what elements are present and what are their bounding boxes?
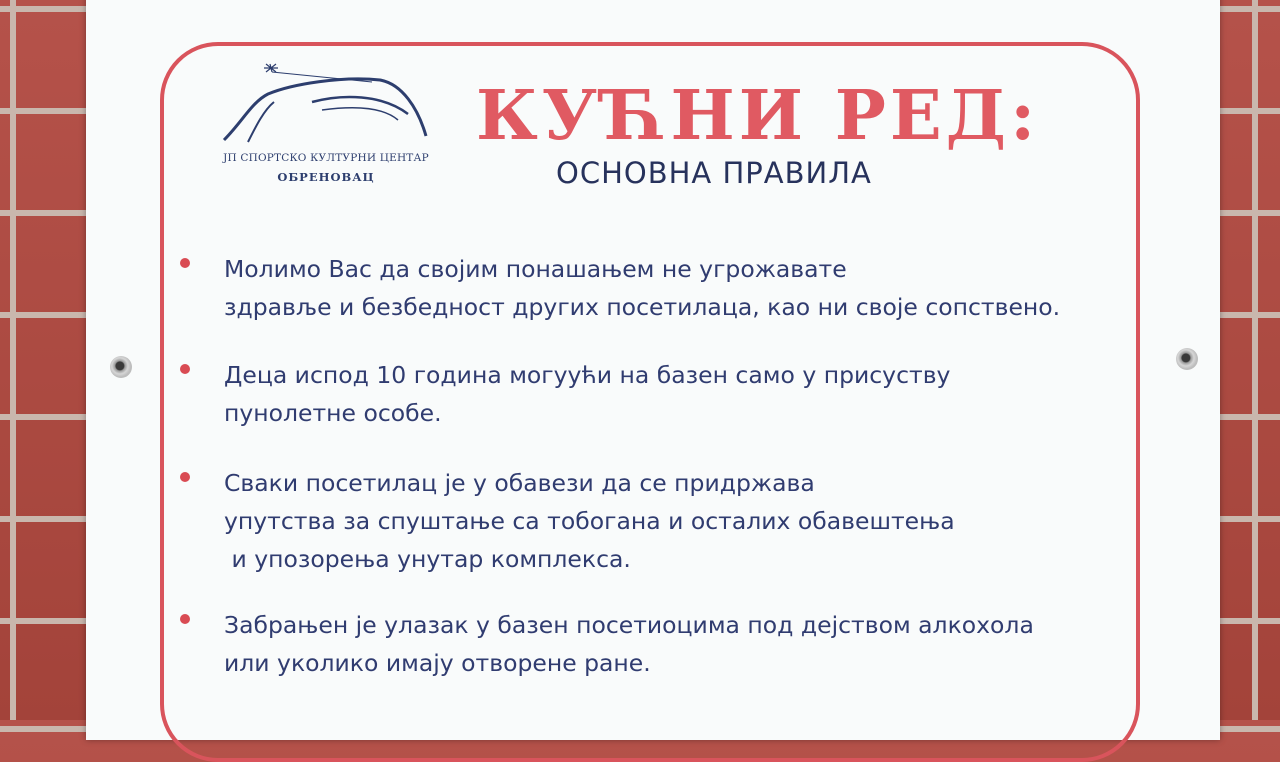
bullet-icon: [180, 364, 190, 374]
rule-line: или уколико имају отворене ране.: [224, 649, 651, 677]
sign-title: КУЋНИ РЕД:: [476, 76, 1040, 156]
brick-joint: [10, 0, 16, 720]
screw-right: [1176, 348, 1198, 370]
rule-line: Забрањен је улазак у базен посетиоцима под дејством алкохола: [224, 611, 1034, 639]
rule-text: [224, 356, 1124, 432]
logo-organization-line: ЈП СПОРТСКО КУЛТУРНИ ЦЕНТАР: [223, 152, 429, 164]
screw-left: [110, 356, 132, 378]
bullet-icon: [180, 614, 190, 624]
rule-line: Сваки посетилац је у обавези да се придржава: [224, 469, 815, 497]
rule-text: [224, 606, 1124, 682]
rule-line: Деца испод 10 година могуући на базен само у присуству: [224, 361, 951, 389]
logo-city-line: ОБРЕНОВАЦ: [277, 170, 375, 184]
rule-line: упутства за спуштање са тобогана и осталих обавештења: [224, 507, 955, 535]
bullet-icon: [180, 258, 190, 268]
rule-text: [224, 464, 1124, 578]
bullet-icon: [180, 472, 190, 482]
rule-text: [224, 250, 1124, 326]
rule-line: и упозорења унутар комплекса.: [224, 545, 631, 573]
rule-line: Молимо Вас да својим понашањем не угрожавате: [224, 255, 847, 283]
sign-subtitle: ОСНОВНА ПРАВИЛА: [556, 156, 872, 190]
brick-joint: [1252, 0, 1258, 720]
rule-line: здравље и безбедност других посетилаца, као ни своје сопствено.: [224, 293, 1061, 321]
rule-line: пунолетне особе.: [224, 399, 442, 427]
